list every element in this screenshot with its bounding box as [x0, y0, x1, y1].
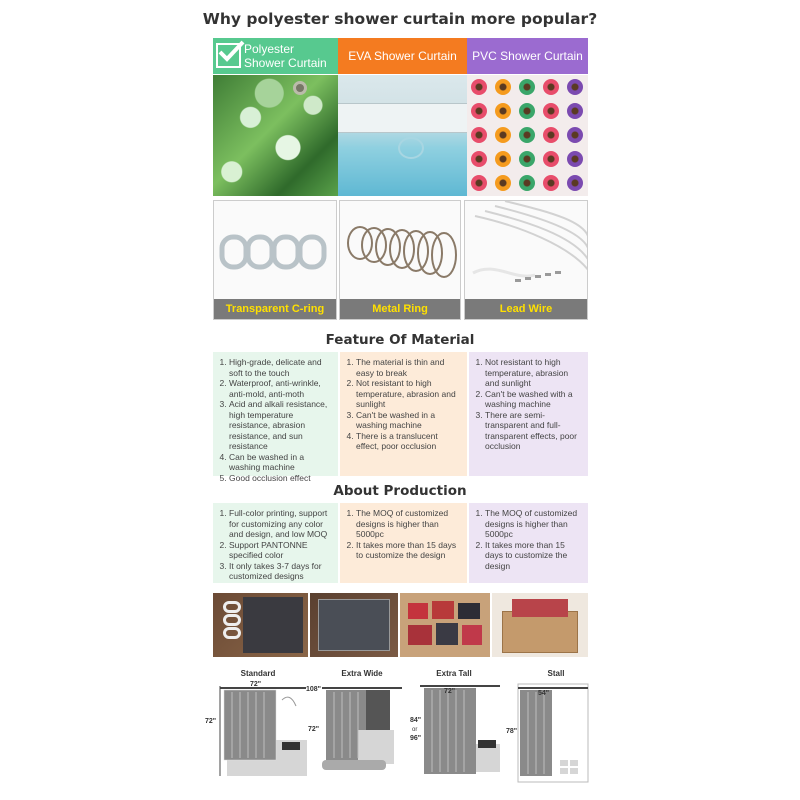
- flower-icon: [471, 79, 487, 95]
- size-diagrams: [0, 680, 800, 800]
- extra-tall-or: or: [412, 727, 418, 733]
- list-item: 3. There are semi-transparent and full-transparent effects, poor occlusion: [485, 410, 582, 452]
- flower-icon: [543, 79, 559, 95]
- packaging-photo-2: [310, 593, 398, 657]
- feature-polyester: [213, 352, 338, 483]
- flower-icon: [543, 175, 559, 191]
- list-item: 1. The MOQ of customized designs is higher than 5000pc: [485, 508, 582, 540]
- stall-width: 54": [538, 690, 550, 697]
- list-item: 2. Can't be washed with a washing machine: [485, 389, 582, 410]
- ring-stack-icon: [223, 601, 245, 651]
- flower-icon: [567, 175, 583, 191]
- list-item: 1. High-grade, delicate and soft to the touch: [229, 357, 332, 378]
- flower-icon: [471, 175, 487, 191]
- list-item: 4. There is a translucent effect, poor occlusion: [356, 431, 461, 452]
- flower-icon: [519, 79, 535, 95]
- production-eva: [340, 503, 467, 583]
- extra-tall-width: 72": [444, 688, 456, 695]
- tab-eva: [338, 38, 467, 74]
- extra-tall-height: 84": [410, 717, 422, 724]
- list-item: 2. Support PANTONNE specified color: [229, 540, 332, 561]
- feature-eva: [340, 352, 467, 476]
- size-extra-tall-title: Extra Tall: [436, 669, 472, 678]
- list-item: 1. Not resistant to high temperature, abrasion and sunlight: [485, 357, 582, 389]
- extra-tall-diagram: [420, 686, 500, 774]
- tab-polyester: [213, 38, 338, 74]
- production-polyester: [213, 503, 338, 583]
- feature-pvc: [469, 352, 588, 476]
- flower-icon: [519, 151, 535, 167]
- size-extra-wide-title: Extra Wide: [341, 669, 383, 678]
- tab-polyester-label: Polyester Shower Curtain: [244, 42, 327, 70]
- flower-icon: [471, 151, 487, 167]
- flower-icon: [543, 151, 559, 167]
- tab-pvc: [467, 38, 588, 74]
- packaging-photo-4: [492, 593, 588, 657]
- size-stall-title: Stall: [547, 669, 565, 678]
- flower-icon: [495, 151, 511, 167]
- flower-icon: [495, 79, 511, 95]
- eva-hole-icon: [398, 137, 424, 159]
- lead-wire-icon: [465, 201, 588, 301]
- production-pvc: [469, 503, 588, 583]
- list-item: 3. Acid and alkali resistance, high temperature resistance, abrasion resistance, and sun resistance: [229, 399, 332, 452]
- flower-icon: [495, 103, 511, 119]
- flower-icon: [471, 103, 487, 119]
- flower-icon: [543, 103, 559, 119]
- flower-icon: [495, 127, 511, 143]
- list-item: 1. The MOQ of customized designs is higher than 5000pc: [356, 508, 461, 540]
- list-item: 1. Full-color printing, support for customizing any color and design, and low MOQ: [229, 508, 332, 540]
- list-item: 3. Can't be washed in a washing machine: [356, 410, 461, 431]
- c-ring-icon: [214, 201, 337, 301]
- packaging-photo-1: [213, 593, 308, 657]
- checkmark-icon: [216, 43, 241, 68]
- ring-label-lead-wire: Lead Wire: [465, 299, 587, 319]
- list-item: 2. Waterproof, anti-wrinkle, anti-mold, anti-moth: [229, 378, 332, 399]
- list-item: 5. Good occlusion effect: [229, 473, 332, 484]
- standard-height: 72": [205, 718, 217, 725]
- stall-height: 78": [506, 728, 518, 735]
- polyester-photo: [213, 75, 338, 196]
- extra-wide-width: 108": [306, 686, 321, 693]
- pvc-photo: [467, 75, 588, 196]
- flower-icon: [567, 151, 583, 167]
- flower-icon: [543, 127, 559, 143]
- list-item: 2. It takes more than 15 days to customize the design: [356, 540, 461, 561]
- tab-eva-label: EVA Shower Curtain: [348, 49, 457, 63]
- ring-c-ring: [213, 200, 337, 320]
- flower-icon: [567, 103, 583, 119]
- ring-lead-wire: [464, 200, 588, 320]
- ring-metal: [339, 200, 461, 320]
- feature-heading: Feature Of Material: [325, 332, 475, 348]
- list-item: 2. Not resistant to high temperature, abrasion and sunlight: [356, 378, 461, 410]
- tab-pvc-label: PVC Shower Curtain: [472, 49, 583, 63]
- stall-diagram: [518, 684, 588, 782]
- flower-icon: [567, 127, 583, 143]
- standard-diagram: [220, 686, 307, 776]
- flower-icon: [519, 127, 535, 143]
- ring-label-c-ring: Transparent C-ring: [214, 299, 336, 319]
- page-title: Why polyester shower curtain more popular?: [202, 10, 598, 28]
- packaging-photo-3: [400, 593, 490, 657]
- extra-wide-diagram: [322, 688, 402, 770]
- list-item: 2. It takes more than 15 days to customize the design: [485, 540, 582, 572]
- flower-icon: [519, 103, 535, 119]
- production-heading: About Production: [333, 483, 467, 499]
- grommet-icon: [293, 81, 307, 95]
- flower-icon: [495, 175, 511, 191]
- flower-icon: [519, 175, 535, 191]
- flower-icon: [567, 79, 583, 95]
- flower-icon: [471, 127, 487, 143]
- eva-photo: [338, 75, 467, 196]
- extra-wide-height: 72": [308, 726, 320, 733]
- list-item: 1. The material is thin and easy to break: [356, 357, 461, 378]
- ring-label-metal: Metal Ring: [340, 299, 460, 319]
- size-standard-title: Standard: [240, 669, 276, 678]
- list-item: 4. Can be washed in a washing machine: [229, 452, 332, 473]
- standard-width: 72": [250, 681, 262, 688]
- metal-ring-icon: [340, 201, 461, 301]
- eva-strip: [338, 103, 467, 133]
- extra-tall-height-alt: 96": [410, 735, 422, 742]
- list-item: 3. It only takes 3-7 days for customized designs: [229, 561, 332, 582]
